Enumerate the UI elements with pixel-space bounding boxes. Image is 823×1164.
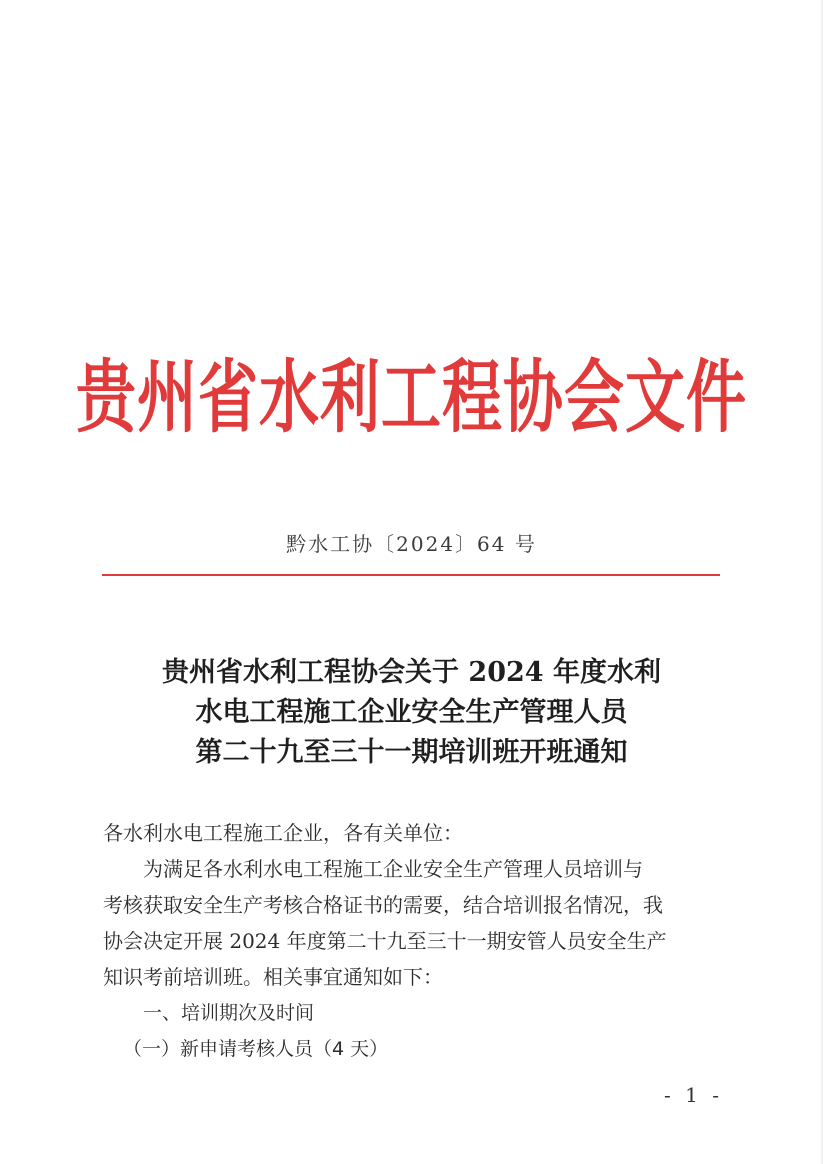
notice-title-line-2: 水电工程施工企业安全生产管理人员 <box>195 697 628 728</box>
paragraph-line-3: 协会决定开展 2024 年度第二十九至三十一期安管人员安全生产 <box>103 929 667 953</box>
notice-title <box>0 653 823 773</box>
document-body <box>103 815 723 1067</box>
notice-title-line-1: 贵州省水利工程协会关于 2024 年度水利 <box>162 657 661 688</box>
page-number: - 1 - <box>664 1083 723 1107</box>
red-divider-line <box>102 574 720 576</box>
salutation: 各水利水电工程施工企业，各有关单位： <box>103 821 463 845</box>
subsection-heading-1: （一）新申请考核人员（4 天） <box>123 1038 389 1060</box>
masthead-title: 贵州省水利工程协会文件 <box>76 352 747 445</box>
paragraph-line-2: 考核获取安全生产考核合格证书的需要，结合培训报名情况，我 <box>103 893 663 917</box>
section-heading-1: 一、培训期次及时间 <box>143 1002 315 1024</box>
notice-title-line-3: 第二十九至三十一期培训班开班通知 <box>195 737 628 768</box>
document-number: 黔水工协〔2024〕64 号 <box>286 532 537 556</box>
paragraph-line-4: 知识考前培训班。相关事宜通知如下： <box>103 965 443 989</box>
paragraph-line-1: 为满足各水利水电工程施工企业安全生产管理人员培训与 <box>143 857 643 881</box>
